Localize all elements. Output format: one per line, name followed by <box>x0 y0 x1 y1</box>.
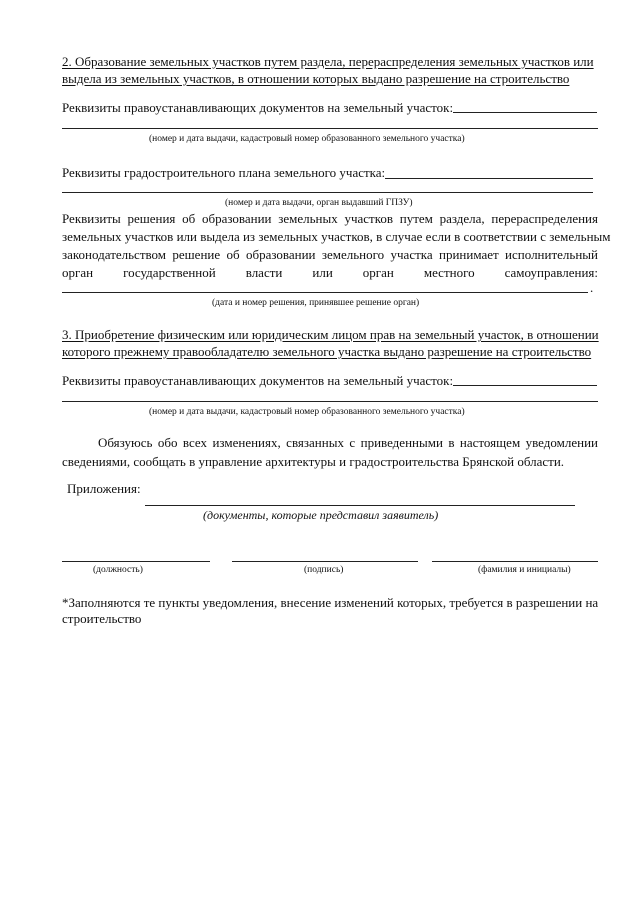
gpzu-label: Реквизиты градостроительного плана земельного участка: <box>62 165 386 180</box>
name-field[interactable] <box>432 561 598 562</box>
section3-title-line2: которого прежнему правообладателю земельного участка выдано разрешение на строительство <box>62 344 592 359</box>
decision-line1: Реквизиты решения об образовании земельных участков путем раздела, перераспределения <box>62 211 598 226</box>
signature-field[interactable] <box>232 561 418 562</box>
signature-caption: (подпись) <box>304 565 344 575</box>
section2-rights-docs-field-inline[interactable] <box>453 112 597 113</box>
section2-rights-docs-field[interactable] <box>62 128 598 129</box>
section2-rights-docs-caption: (номер и дата выдачи, кадастровый номер образованного земельного участка) <box>149 134 465 144</box>
attachments-label: Приложения: <box>67 481 141 496</box>
section2-rights-docs-label: Реквизиты правоустанавливающих документов на земельный участок: <box>62 100 454 115</box>
name-caption: (фамилия и инициалы) <box>478 565 571 575</box>
section2-title-line1: 2. Образование земельных участков путем раздела, перераспределения земельных участков или <box>62 54 594 69</box>
section3-rights-docs-field[interactable] <box>62 401 598 402</box>
position-field[interactable] <box>62 561 210 562</box>
footnote-line1: *Заполняются те пункты уведомления, внесение изменений которых, требуется в разрешении на <box>62 595 599 610</box>
section3-title-line1: 3. Приобретение физическим или юридическим лицом прав на земельный участок, в отношении <box>62 327 599 342</box>
decision-field[interactable] <box>62 292 588 293</box>
decision-caption: (дата и номер решения, принявшее решение орган) <box>212 298 420 308</box>
section2-title-line2: выдела из земельных участков, в отношении которых выдано разрешение на строительство <box>62 71 570 86</box>
obligation-line1: Обязуюсь обо всех изменениях, связанных с приведенными в настоящем уведомлении <box>98 435 598 450</box>
section3-rights-docs-caption: (номер и дата выдачи, кадастровый номер образованного земельного участка) <box>149 407 465 417</box>
section3-rights-docs-field-inline[interactable] <box>453 385 597 386</box>
decision-dot: . <box>590 280 594 295</box>
gpzu-field-inline[interactable] <box>385 178 593 179</box>
attachments-field[interactable] <box>145 505 575 506</box>
obligation-line2: сведениями, сообщать в управление архитектуры и градостроительства Брянской области. <box>62 454 565 469</box>
gpzu-field[interactable] <box>62 192 593 193</box>
decision-line3: законодательством решение об образовании земельного участка принимает исполнительный <box>62 247 598 262</box>
footnote-line2: строительство <box>62 611 142 626</box>
section3-rights-docs-label: Реквизиты правоустанавливающих документов на земельный участок: <box>62 373 454 388</box>
gpzu-caption: (номер и дата выдачи, орган выдавший ГПЗУ) <box>225 198 413 208</box>
decision-line2: земельных участков или выдела из земельных участков, в случае если в соответствии с земельным <box>62 229 611 244</box>
decision-line4: орган государственной власти или орган местного самоуправления: <box>62 265 598 280</box>
position-caption: (должность) <box>93 565 143 575</box>
attachments-caption: (документы, которые представил заявитель) <box>203 508 439 522</box>
